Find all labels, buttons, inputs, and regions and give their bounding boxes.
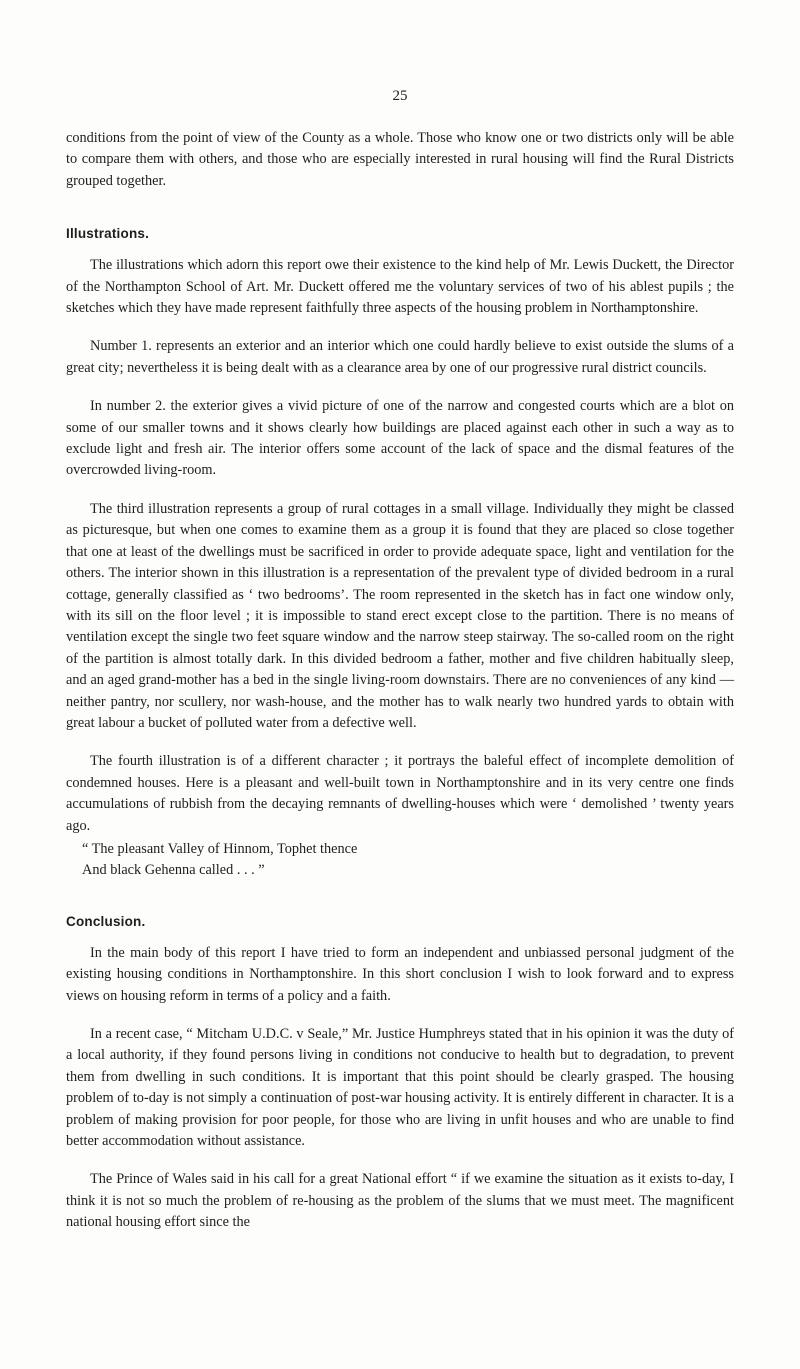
illustrations-paragraph-1: The illustrations which adorn this report owe their existence to the kind help of Mr. Lewis Duckett, the Director of the Northampton School of Art. Mr. Duckett offered me the voluntary services of two of his ablest pupils ; the sketches which they have made represent faithfully three aspects of the housing problem in Northamptonshire. xyxy=(66,257,734,317)
quote-line-1: “ The pleasant Valley of Hinnom, Tophet thence xyxy=(82,840,358,857)
conclusion-paragraph-3: The Prince of Wales said in his call for a great National effort “ if we examine the situation as it exists to-day, I think it is not so much the problem of re-housing as the problem of the slums that we must meet. The magnificent national housing effort since the xyxy=(66,1171,734,1231)
quote-line-2: And black Gehenna called . . . ” xyxy=(82,862,265,879)
page-body xyxy=(66,128,734,1251)
illustrations-paragraph-3: In number 2. the exterior gives a vivid picture of one of the narrow and congested courts which are a blot on some of our smaller towns and it shows clearly how buildings are placed against each other in such a way as to exclude light and fresh air. The interior offers some account of the lack of space and the dismal features of the overcrowded living-room. xyxy=(66,398,734,479)
conclusion-paragraph-2: In a recent case, “ Mitcham U.D.C. v Seale,” Mr. Justice Humphreys stated that in his opinion it was the duty of a local authority, if they found persons living in conditions not conducive to health but to degradation, to prevent them from dwelling in such conditions. It is important that this point should be clearly grasped. The housing problem of to-day is not simply a continuation of post-war housing activity. It is entirely different in character. It is a problem of making provision for poor people, for those who are living in unfit houses and who are unable to find better accommodation without assistance. xyxy=(66,1026,734,1150)
illustrations-heading: Illustrations. xyxy=(66,226,150,242)
intro-paragraph: conditions from the point of view of the County as a whole. Those who know one or two districts only will be able to compare them with others, and those who are especially interested in rural housing will find the Rural Districts grouped together. xyxy=(66,130,734,189)
conclusion-heading: Conclusion. xyxy=(66,913,146,929)
illustrations-paragraph-5: The fourth illustration is of a different character ; it portrays the baleful effect of incomplete demolition of condemned houses. Here is a pleasant and well-built town in Northamptonshire and in its very centre one finds accumulations of rubbish from the decaying remnants of dwelling-houses which were ‘ demolished ’ twenty years ago. xyxy=(66,753,734,834)
illustrations-paragraph-2: Number 1. represents an exterior and an interior which one could hardly believe to exist outside the slums of a great city; nevertheless it is being dealt with as a clearance area by one of our progressive rural district councils. xyxy=(66,338,734,376)
milton-quote xyxy=(66,839,734,882)
conclusion-paragraph-1: In the main body of this report I have tried to form an independent and unbiassed personal judgment of the existing housing conditions in Northamptonshire. In this short conclusion I wish to look forward and to express views on housing reform in terms of a policy and a faith. xyxy=(66,944,734,1004)
illustrations-paragraph-4: The third illustration represents a group of rural cottages in a small village. Individually they might be classed as picturesque, but when one comes to examine them as a group it is found that they are placed so close together that one at least of the dwellings must be sacrificed in order to provide adequate space, light and ventilation for the others. The interior shown in this illustration is a representation of the prevalent type of divided bedroom in a rural cottage, generally classified as ‘ two bedrooms’. The room represented in the sketch has in fact one window only, with its sill on the floor level ; it is impossible to stand erect except close to the partition. There is no means of ventilation except the single two feet square window and the narrow steep stairway. The so-called room on the right of the partition is almost totally dark. In this divided bedroom a father, mother and five children habitually sleep, and an aged grand-mother has a bed in the single living-room downstairs. There are no conveniences of any kind —neither pantry, nor scullery, nor wash-house, and the mother has to walk nearly two hundred yards to obtain with great labour a bucket of polluted water from a defective well. xyxy=(66,500,734,731)
page-number: 25 xyxy=(392,88,408,104)
